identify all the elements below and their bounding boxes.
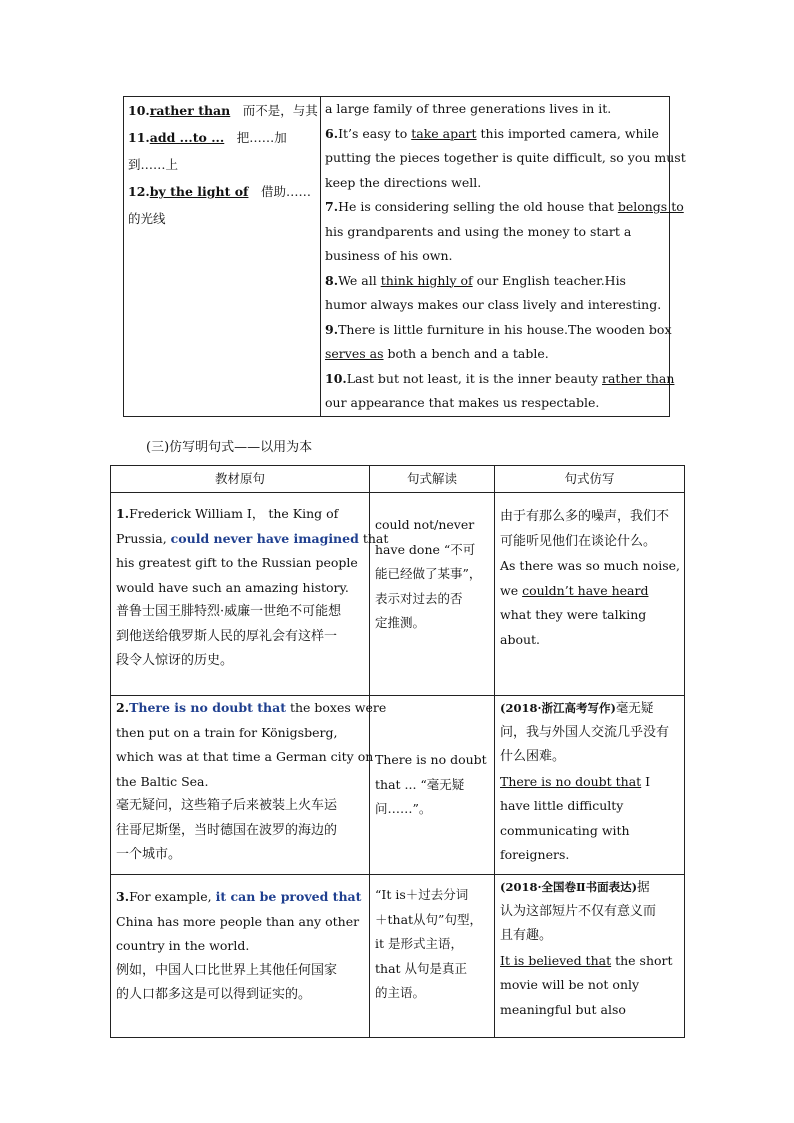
sentence-line: 9.There is little furniture in his house.The wooden box bbox=[325, 321, 672, 337]
sentence-line: humor always makes our class lively and interesting. bbox=[325, 297, 662, 312]
text-line: 认为这部短片不仅有意义而 bbox=[500, 903, 657, 919]
original-cell bbox=[111, 696, 387, 875]
text-line: 定推测。 bbox=[375, 615, 426, 630]
text-line: 且有趣。 bbox=[500, 928, 553, 943]
text-line: 什么困难。 bbox=[500, 749, 566, 764]
text-line: (2018·全国卷Ⅱ书面表达)据 bbox=[500, 879, 650, 894]
text-line: 能已经做了某事”， bbox=[375, 566, 482, 581]
sentence-line: 10.Last but not least, it is the inner beauty rather than bbox=[325, 370, 675, 386]
explain-cell bbox=[370, 493, 495, 696]
text-line: Prussia, could never have imagined that bbox=[116, 530, 389, 546]
explain-cell bbox=[370, 696, 495, 875]
text-line: 的人口都多这是可以得到证实的。 bbox=[116, 987, 312, 1002]
phrase-list-cell bbox=[124, 97, 321, 417]
header-original: 教材原句 bbox=[111, 466, 370, 493]
text-line: country in the world. bbox=[116, 938, 250, 953]
text-line: communicating with bbox=[500, 822, 630, 838]
text-line: 段令人惊讶的历史。 bbox=[116, 653, 234, 668]
text-line: ＋that从句”句型， bbox=[375, 911, 482, 927]
text-line: about. bbox=[500, 631, 541, 647]
text-line: “It is＋过去分词 bbox=[375, 887, 469, 902]
phrase-line: 11.add ...to ... 把……加 bbox=[128, 130, 287, 145]
sentence-line: our appearance that makes us respectable. bbox=[325, 395, 600, 410]
phrase-line: 到……上 bbox=[128, 157, 179, 172]
text-line: 普鲁士国王腓特烈·威廉一世绝不可能想 bbox=[116, 604, 342, 619]
explain-cell bbox=[370, 875, 495, 1038]
sentence-line: putting the pieces together is quite difficult, so you must bbox=[325, 150, 686, 165]
section-title: (三)仿写明句式——以用为本 bbox=[146, 440, 313, 455]
original-cell bbox=[111, 493, 389, 696]
phrase-table bbox=[123, 96, 686, 417]
imitate-cell bbox=[495, 875, 685, 1038]
text-line: (2018·浙江高考写作)毫无疑 bbox=[500, 700, 654, 715]
text-line: 问……”。 bbox=[375, 801, 432, 817]
sentence-line: 8.We all think highly of our English teacher.His bbox=[325, 272, 626, 288]
sentence-line: his grandparents and using the money to start a bbox=[325, 223, 632, 239]
text-line: As there was so much noise, bbox=[500, 558, 680, 573]
sentence-line: 6.It’s easy to take apart this imported camera, while bbox=[325, 125, 659, 141]
text-line: then put on a train for Königsberg, bbox=[116, 724, 338, 740]
text-line: foreigners. bbox=[500, 847, 570, 862]
text-line: 问，我与外国人交流几乎没有 bbox=[500, 724, 670, 740]
sentence-line: business of his own. bbox=[325, 248, 453, 263]
text-line: 可能听见他们在谈论什么。 bbox=[500, 533, 657, 549]
text-line: 的主语。 bbox=[375, 985, 426, 1000]
text-line: we couldn’t have heard bbox=[500, 582, 649, 598]
text-line: movie will be not only bbox=[500, 977, 640, 992]
text-line: could not/never bbox=[375, 517, 475, 532]
text-line: 表示对过去的否 bbox=[375, 590, 463, 606]
text-line: which was at that time a German city on bbox=[116, 749, 374, 764]
source-tag: (2018·浙江高考写作) bbox=[500, 701, 616, 715]
header-explain: 句式解读 bbox=[370, 466, 495, 493]
text-line: his greatest gift to the Russian people bbox=[116, 555, 358, 570]
text-line: that 从句是真正 bbox=[375, 960, 468, 976]
sentence-line: serves as both a bench and a table. bbox=[325, 346, 549, 361]
text-line: have little difficulty bbox=[500, 798, 624, 813]
text-line: 例如，中国人口比世界上其他任何国家 bbox=[116, 962, 338, 978]
sentence-pattern-table bbox=[110, 465, 685, 1038]
original-cell bbox=[111, 875, 370, 1038]
text-line: the Baltic Sea. bbox=[116, 773, 209, 789]
text-line: 1.Frederick William Ⅰ， the King of bbox=[116, 506, 339, 521]
text-line: what they were talking bbox=[500, 607, 647, 622]
table-row bbox=[111, 875, 685, 1038]
text-line: 一个城市。 bbox=[116, 847, 182, 862]
table-row bbox=[111, 493, 685, 696]
text-line: that ... “毫无疑 bbox=[375, 776, 465, 792]
phrase-line: 10.rather than 而不是，与其 bbox=[128, 103, 318, 118]
sentence-line: a large family of three generations lives in it. bbox=[325, 101, 612, 116]
text-line: 到他送给俄罗斯人民的厚礼会有这样一 bbox=[116, 628, 338, 644]
text-line: have done “不可 bbox=[375, 541, 476, 557]
text-line: China has more people than any other bbox=[116, 913, 360, 929]
text-line: it 是形式主语， bbox=[375, 936, 463, 951]
text-line: There is no doubt that I bbox=[500, 773, 651, 789]
table-row bbox=[111, 696, 685, 875]
sentence-line: 7.He is considering selling the old house that belongs to bbox=[325, 199, 684, 214]
sentence-line: keep the directions well. bbox=[325, 174, 482, 190]
phrase-line: 12.by the light of 借助…… bbox=[128, 184, 311, 199]
text-line: would have such an amazing history. bbox=[116, 579, 349, 595]
source-tag: (2018·全国卷Ⅱ书面表达) bbox=[500, 880, 638, 894]
imitate-cell bbox=[495, 493, 685, 696]
phrase-line: 的光线 bbox=[128, 211, 166, 226]
text-line: There is no doubt bbox=[375, 752, 487, 768]
header-imitate: 句式仿写 bbox=[495, 466, 685, 493]
text-line: 2.There is no doubt that the boxes were bbox=[116, 700, 387, 715]
text-line: meaningful but also bbox=[500, 1001, 626, 1017]
text-line: 3.For example, it can be proved that bbox=[116, 889, 362, 904]
text-line: 毫无疑问，这些箱子后来被装上火车运 bbox=[116, 798, 338, 813]
imitate-cell bbox=[495, 696, 685, 875]
text-line: It is believed that the short bbox=[500, 952, 673, 968]
sentence-list-cell bbox=[321, 97, 686, 417]
text-line: 往哥尼斯堡，当时德国在波罗的海边的 bbox=[116, 822, 338, 838]
text-line: 由于有那么多的噪声，我们不 bbox=[500, 509, 670, 524]
